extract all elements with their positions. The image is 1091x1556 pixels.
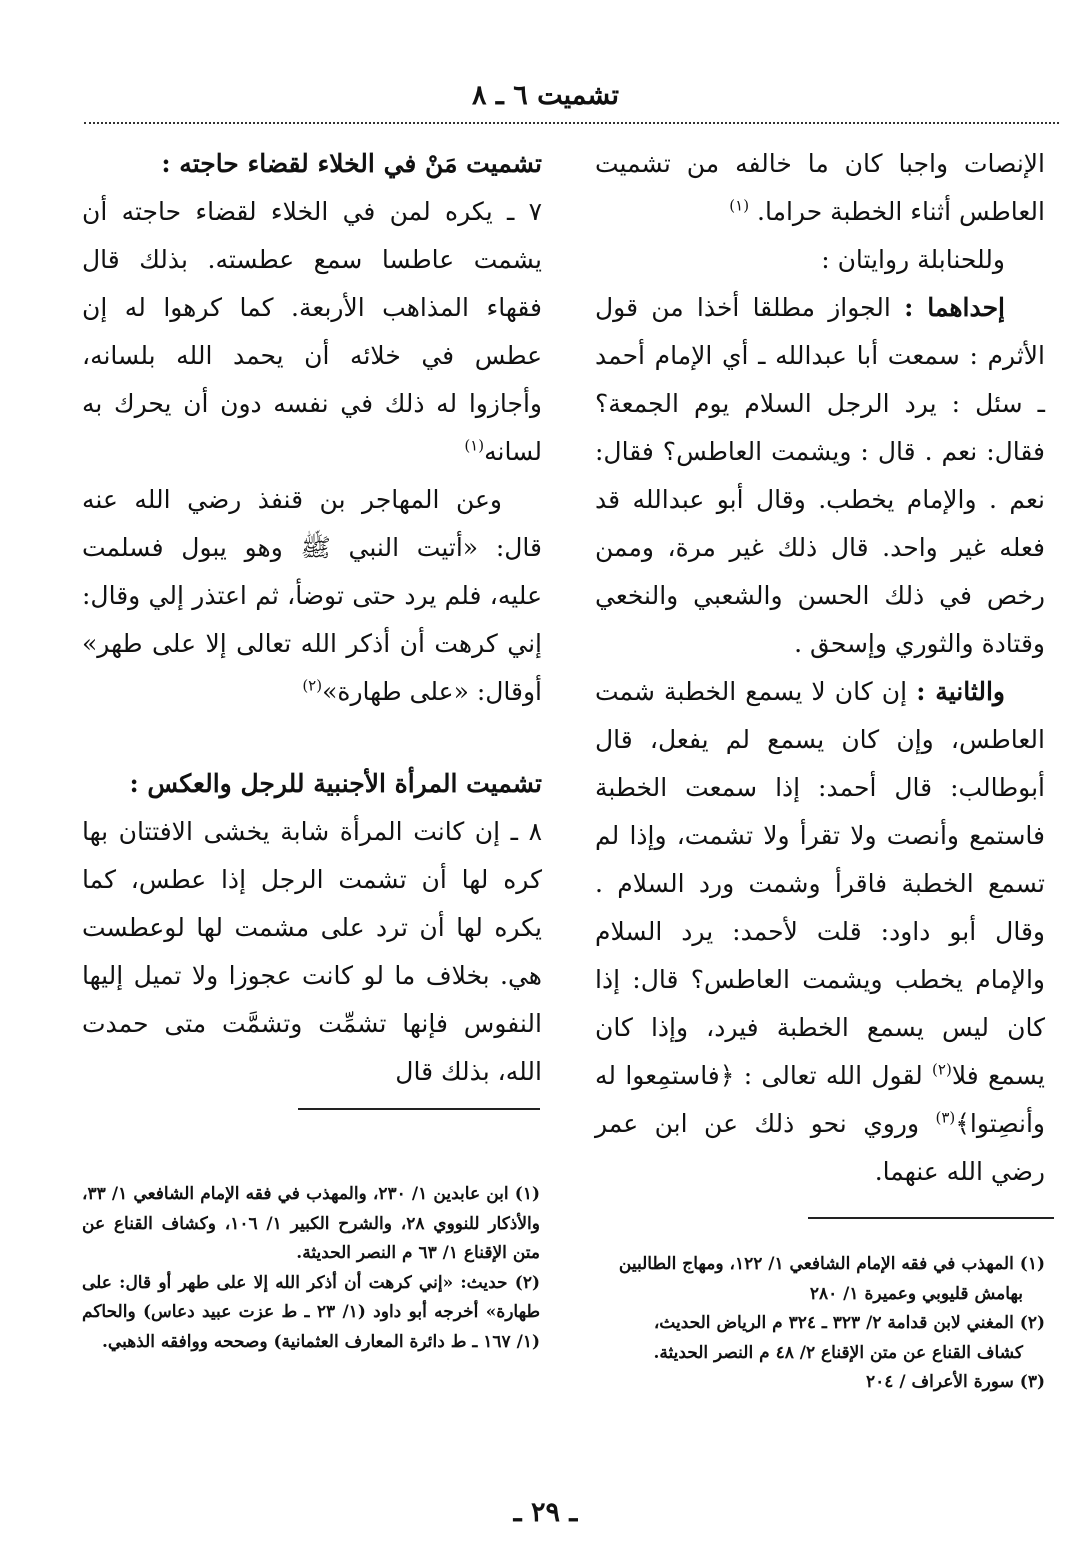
- footnote: [593, 1368, 1045, 1398]
- footnote-number: (٢): [514, 1272, 540, 1293]
- spacer: [82, 716, 542, 760]
- footnotes-left: [82, 1180, 540, 1357]
- footnote-continuation: كشاف القناع عن متن الإقناع ٢/ ٤٨ م النصر الحديثة.: [653, 1342, 1023, 1363]
- footnote-text: سورة الأعراف / ٢٠٤: [866, 1372, 1014, 1392]
- right-column: [595, 140, 1045, 1196]
- footnotes-right: [593, 1250, 1045, 1398]
- footnote-number: (٣): [1019, 1372, 1045, 1392]
- footnote-text: المغني لابن قدامة ٢/ ٣٢٣ ـ ٣٢٤ م الرياض الحديث،: [653, 1313, 1014, 1333]
- paragraph: [82, 476, 542, 716]
- footnote-ref: (٣): [935, 1108, 956, 1127]
- paragraph: [595, 284, 1045, 668]
- footnote-number: (١): [1019, 1254, 1045, 1274]
- paragraph-text: إن كان لا يسمع الخطبة شمت العاطس، وإن كان يسمع لم يفعل، قال أبوطالب: قال أحمد: إذا سمعت الخطبة فاستمع وأنصت ولا تقرأ ولا تشمت، وإذا لم تسمع الخطبة فاقرأ وشمت ورد السلام . وقال أبو داود: قلت لأحمد: يرد السلام والإمام يخطب ويشمت العاطس؟ قال: إذا كان ليس يسمع الخطبة فيرد، وإذا كان يسمع فلا: [595, 677, 1046, 1090]
- footnote-ref: (١): [729, 196, 750, 215]
- paragraph-text: الجواز مطلقا أخذا من قول الأثرم : سمعت أبا عبدالله ـ أي الإمام أحمد ـ سئل : يرد الرجل السلام يوم الجمعة؟ فقال: نعم . قال : ويشمت العاطس؟ فقال: نعم . والإمام يخطب. وقال أبو عبدالله قد فعله غير واحد. قال ذلك غير مرة، وممن رخص في ذلك الحسن والشعبي والنخعي وقتادة والثوري وإسحق .: [595, 293, 1045, 658]
- paragraph-label: والثانية :: [916, 677, 1005, 706]
- paragraph: [595, 140, 1045, 236]
- footnote-continuation: بهامش قليوبي وعميرة ١/ ٢٨٠: [809, 1283, 1023, 1304]
- page-header: تشميت ٦ ـ ٨: [471, 80, 620, 111]
- footnote: [82, 1269, 540, 1358]
- footnote-ref: (٢): [302, 676, 323, 695]
- footnote-ref: (٢): [932, 1060, 952, 1079]
- footnote-ref: (١): [464, 436, 485, 455]
- quran-quote: لقول الله تعالى : ﴿فاستمِعوا له وأنصِتوا﴾: [595, 1061, 1045, 1138]
- footnote-text: المهذب في فقه الإمام الشافعي ١/ ١٢٢، ومهاج الطالبين: [618, 1254, 1014, 1274]
- paragraph-text: وعن المهاجر بن قنفذ رضي الله عنه قال: «أتيت النبي ﷺ وهو يبول فسلمت عليه، فلم يرد حتى توضأ، ثم اعتذر إلي وقال: إني كرهت أن أذكر الله تعالى إلا على طهر» أوقال: «على طهارة»: [82, 485, 542, 706]
- paragraph: [595, 668, 1045, 1196]
- footnote-number: (١): [514, 1184, 540, 1204]
- footnote: [82, 1180, 540, 1269]
- header-divider: [84, 122, 1059, 124]
- section-heading: تشميت مَنْ في الخلاء لقضاء حاجته :: [161, 149, 542, 178]
- footnote: [593, 1309, 1045, 1339]
- footnote-text: ابن عابدين ١/ ٢٣٠، والمهذب في فقه الإمام الشافعي ١/ ٣٣، والأذكار للنووي ٢٨، والشرح الكبير ١/ ١٠٦، وكشاف القناع عن متن الإقناع ١/ ٦٣ م النصر الحديثة.: [82, 1184, 540, 1263]
- footnote-rule-left: [298, 1108, 540, 1110]
- paragraph: [82, 188, 542, 476]
- left-column: [82, 140, 542, 1096]
- footnote: [593, 1250, 1045, 1280]
- footnote-rule-right: [808, 1217, 1054, 1219]
- paragraph: ٨ ـ إن كانت المرأة شابة يخشى الافتتان بها كره لها أن تشمت الرجل إذا عطس، كما يكره لها أن ترد على مشمت لها لوعطست هي. بخلاف ما لو كانت عجوزا ولا تميل إليها النفوس فإنها تشمِّت وتشمَّت متى حمدت الله، بذلك قال: [82, 817, 542, 1086]
- paragraph-text: الإنصات واجبا كان ما خالفه من تشميت العاطس أثناء الخطبة حراما.: [595, 149, 1045, 226]
- paragraph-label: إحداهما :: [904, 293, 1006, 322]
- paragraph-text: وروي نحو ذلك عن ابن عمر رضي الله عنهما.: [595, 1109, 1045, 1186]
- footnote-text: حديث: «إني كرهت أن أذكر الله إلا على طهر أو قال: على طهارة» أخرجه أبو داود (١/ ٢٣ ـ ط عزت عبيد دعاس) والحاكم (١/ ١٦٧ ـ ط دائرة المعارف العثمانية) وصححه ووافقه الذهبي.: [82, 1272, 540, 1352]
- paragraph: وللحنابلة روايتان :: [821, 245, 1005, 274]
- paragraph-text: ٧ ـ يكره لمن في الخلاء لقضاء حاجته أن يشمت عاطسا سمع عطسته. بذلك قال فقهاء المذاهب الأربعة. كما كرهوا له إن عطس في خلائه أن يحمد الله بلسانه، وأجازوا له ذلك في نفسه دون أن يحرك به لسانه: [82, 197, 542, 466]
- footnote-number: (٢): [1019, 1313, 1045, 1333]
- section-heading: تشميت المرأة الأجنبية للرجل والعكس :: [129, 769, 542, 798]
- page-number: ـ ٢٩ ـ: [513, 1497, 578, 1528]
